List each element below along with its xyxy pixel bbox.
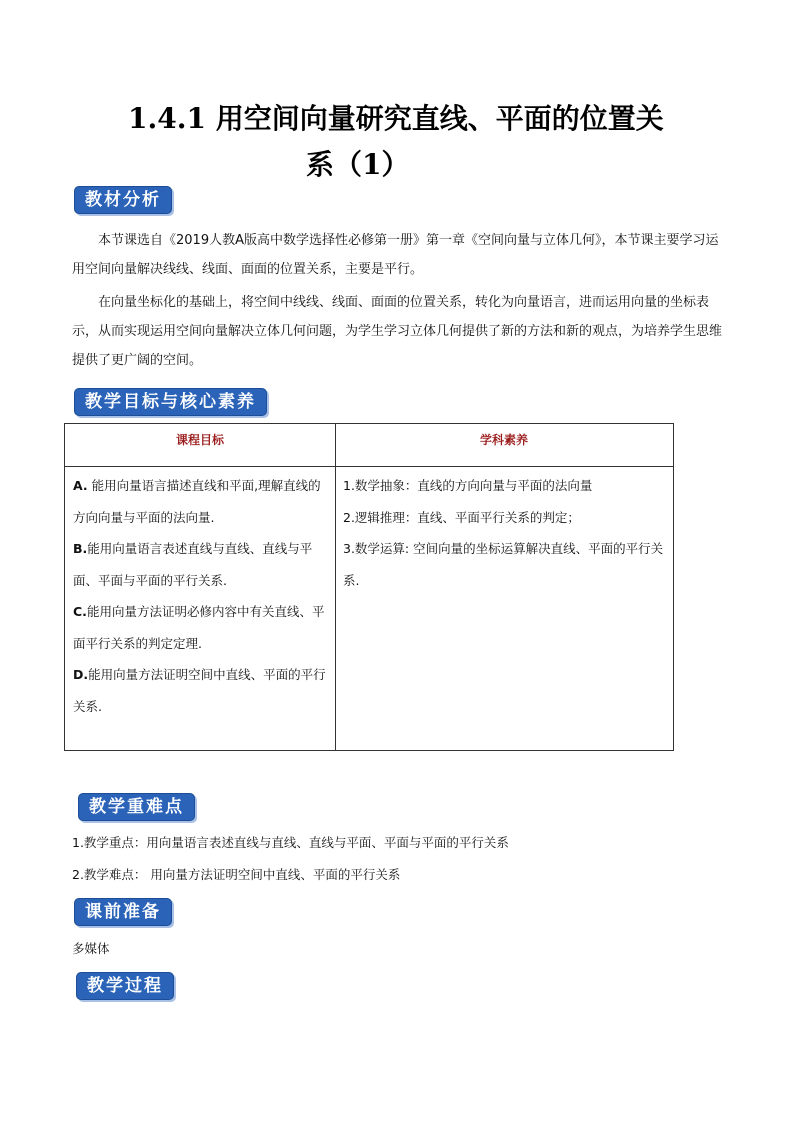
section-badge-goals: 教学目标与核心素养 (74, 388, 267, 416)
key-point-item: 1.教学重点：用向量语言表述直线与直线、直线与平面、平面与平面的平行关系 (72, 835, 509, 850)
literacy-item: 1.数学抽象：直线的方向向量与平面的法向量 (343, 478, 593, 493)
section-badge-process: 教学过程 (76, 972, 174, 1000)
title-line-1: 1.4.1 用空间向量研究直线、平面的位置关 (128, 102, 664, 135)
goal-item: D.能用向量方法证明空间中直线、平面的平行关系. (73, 667, 326, 714)
literacy-item: 3.数学运算: 空间向量的坐标运算解决直线、平面的平行关系. (343, 541, 664, 588)
analysis-paragraph-1: 本节课选自《2019人教A版高中数学选择性必修第一册》第一章《空间向量与立体几何》，本节课主要学习运用空间向量解决线线、线面、面面的位置关系，主要是平行。 (72, 233, 719, 277)
goals-table (64, 423, 674, 751)
preparation-content: 多媒体 (72, 941, 110, 956)
literacy-item: 2.逻辑推理：直线、平面平行关系的判定； (343, 509, 580, 525)
section-badge-key-points: 教学重难点 (78, 793, 195, 821)
analysis-paragraph-2: 在向量坐标化的基础上，将空间中线线、线面、面面的位置关系，转化为向量语言，进而运用向量的坐标表示，从而实现运用空间向量解决立体几何问题，为学生学习立体几何提供了新的方法和新的观点，为培养学生思维提供了更广阔的空间。 (72, 295, 723, 368)
difficult-point-item: 2.教学难点： 用向量方法证明空间中直线、平面的平行关系 (72, 867, 401, 882)
table-header-literacy: 学科素养 (335, 424, 673, 467)
page-title (128, 96, 748, 188)
goal-item: B.能用向量语言表述直线与直线、直线与平面、平面与平面的平行关系. (73, 541, 313, 588)
section-badge-preparation: 课前准备 (74, 898, 172, 926)
table-header-course-goals: 课程目标 (65, 424, 335, 467)
goal-item: A. 能用向量语言描述直线和平面,理解直线的方向向量与平面的法向量. (73, 478, 321, 525)
table-divider (335, 424, 336, 750)
title-line-2: 系（1） (306, 148, 410, 181)
literacy-cell (343, 470, 669, 596)
goal-item: C.能用向量方法证明必修内容中有关直线、平面平行关系的判定定理. (73, 604, 325, 651)
section-badge-analysis: 教材分析 (74, 186, 172, 214)
course-goals-cell (73, 470, 329, 722)
